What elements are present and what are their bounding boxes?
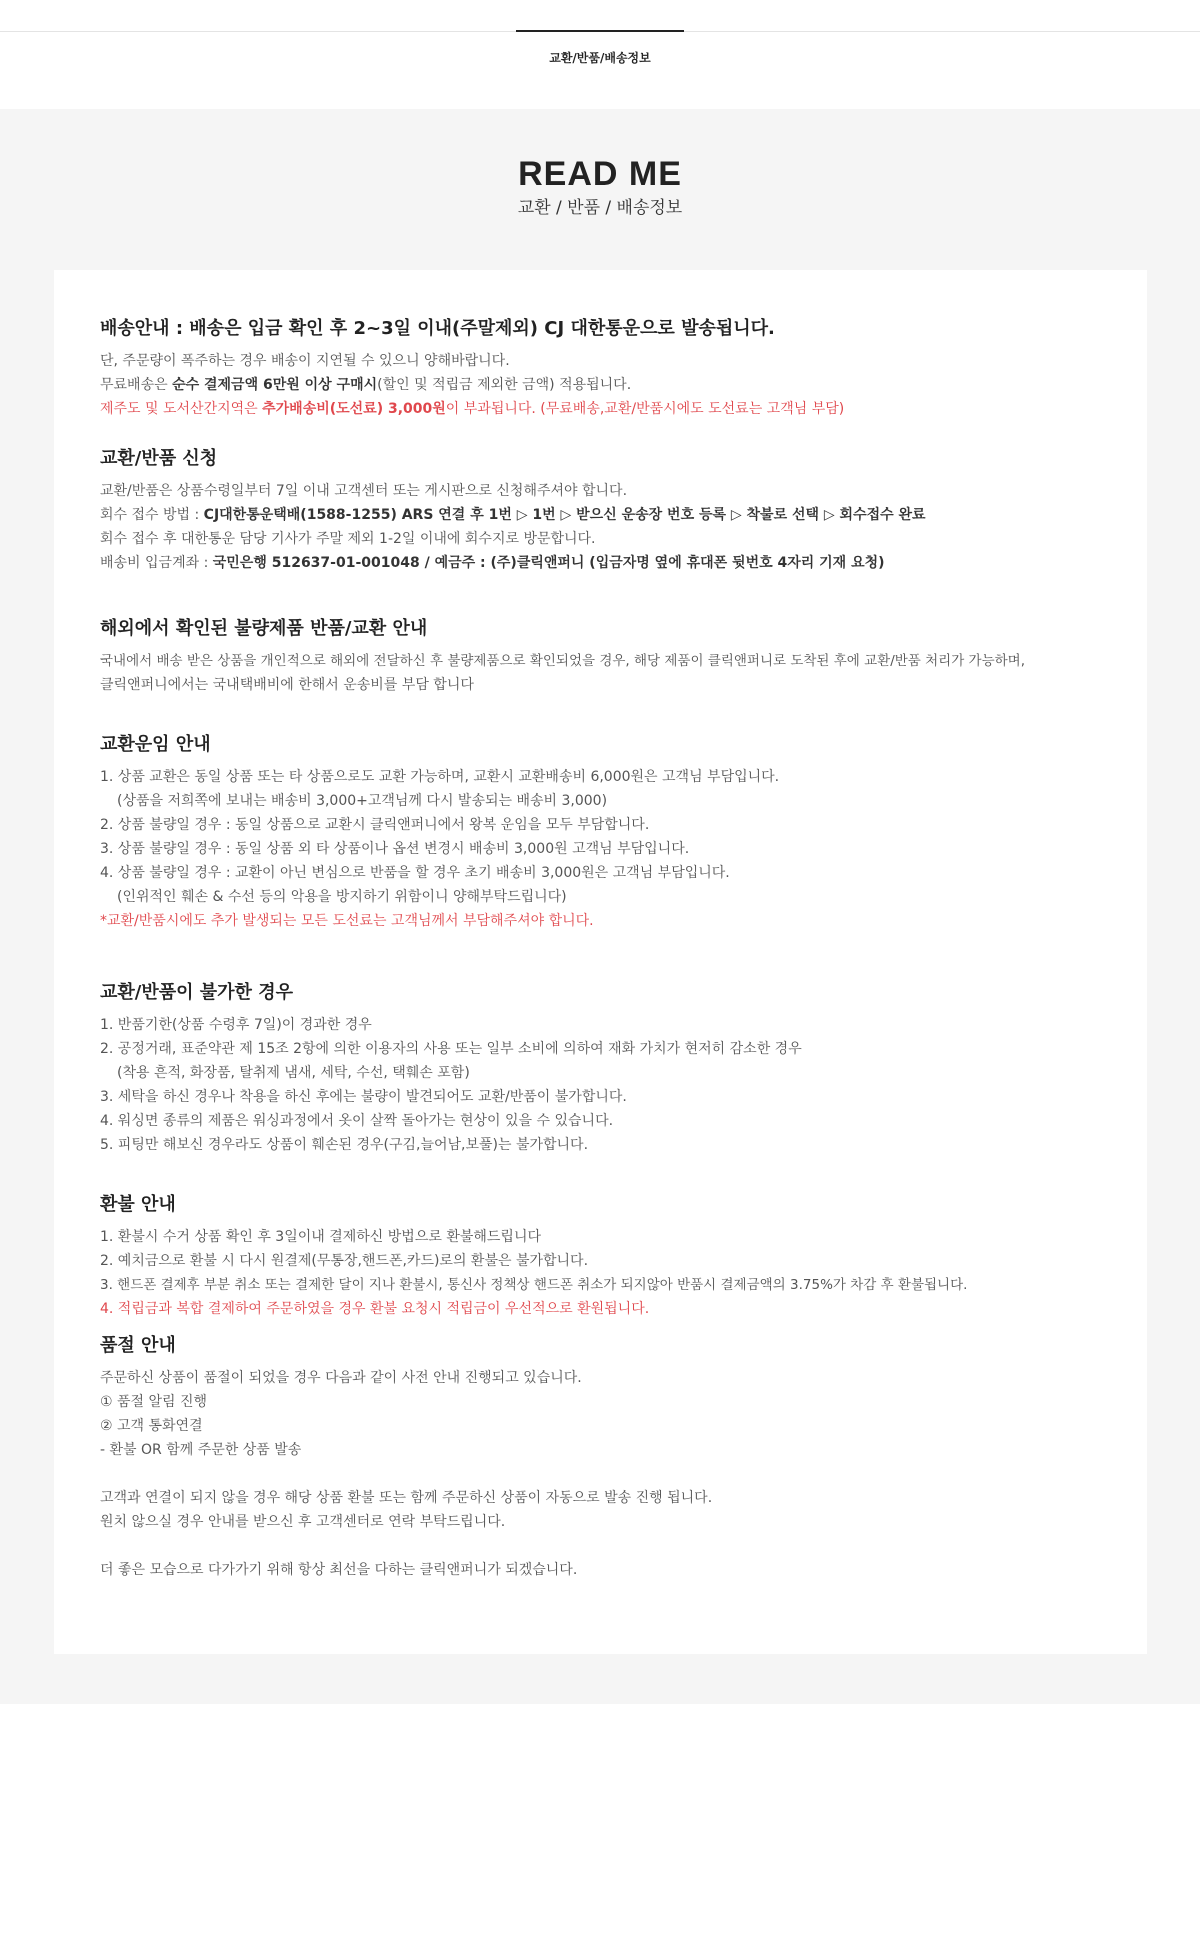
fee-line-1: 1. 상품 교환은 동일 상품 또는 타 상품으로도 교환 가능하며, 교환시 교환배송비 6,000원은 고객님 부담입니다.: [100, 769, 780, 785]
hero: [0, 109, 1200, 220]
fee-line-6: (인위적인 훼손 & 수선 등의 악용을 방지하기 위함이니 양해부탁드립니다): [117, 889, 567, 905]
shipping-line-2-b: 순수 결제금액 6만원 이상 구매시: [172, 377, 378, 393]
apply-title: 교환/반품 신청: [100, 448, 218, 469]
shipping-line-3-c: 이 부과됩니다. (무료배송,교환/반품시에도 도선료는 고객님 부담): [445, 401, 845, 417]
soldout-spacer-1: [100, 1462, 1101, 1486]
shipping-title: [100, 316, 1101, 342]
soldout-spacer-2: [100, 1534, 1101, 1558]
soldout-line-2: ① 품절 알림 진행: [100, 1394, 208, 1410]
soldout-line-7: 원치 않으실 경우 안내를 받으신 후 고객센터로 연락 부탁드립니다.: [100, 1514, 506, 1530]
apply-line-2-b: CJ대한통운택배(1588-1255) ARS 연결 후 1번 ▷ 1번 ▷ 받으신 운송장 번호 등록 ▷ 착불로 선택 ▷ 회수접수 완료: [203, 507, 926, 523]
impossible-line-6: 5. 피팅만 해보신 경우라도 상품이 훼손된 경우(구김,늘어남,보풀)는 불가합니다.: [100, 1137, 589, 1153]
soldout-line-6: 고객과 연결이 되지 않을 경우 해당 상품 환불 또는 함께 주문하신 상품이 자동으로 발송 진행 됩니다.: [100, 1490, 713, 1506]
fee-line-4: 3. 상품 불량일 경우 : 동일 상품 외 타 상품이나 옵션 변경시 배송비 3,000원 고객님 부담입니다.: [100, 841, 690, 857]
soldout-line-3: ② 고객 통화연결: [100, 1418, 203, 1434]
shipping-line-1: 단, 주문량이 폭주하는 경우 배송이 지연될 수 있으니 양해바랍니다.: [100, 353, 510, 369]
impossible-line-4: 3. 세탁을 하신 경우나 착용을 하신 후에는 불량이 발견되어도 교환/반품이 불가합니다.: [100, 1089, 627, 1105]
overseas-section: [100, 616, 1101, 732]
shipping-line-2: [100, 373, 1101, 397]
tab-bar: [0, 31, 1200, 109]
soldout-section: [100, 1333, 1101, 1582]
refund-line-1: 1. 환불시 수거 상품 확인 후 3일이내 결제하신 방법으로 환불해드립니다: [100, 1229, 541, 1245]
refund-section: [100, 1192, 1101, 1333]
apply-line-2: [100, 503, 1101, 527]
shipping-line-2-c: (할인 및 적립금 제외한 금액) 적용됩니다.: [377, 377, 632, 393]
page-subtitle: 교환 / 반품 / 배송정보: [517, 198, 683, 218]
refund-note: 4. 적립금과 복합 결제하여 주문하였을 경우 환불 요청시 적립금이 우선적으로 환원됩니다.: [100, 1301, 650, 1317]
apply-section: [100, 446, 1101, 616]
fee-line-2: (상품을 저희쪽에 보내는 배송비 3,000+고객님께 다시 발송되는 배송비 3,000): [117, 793, 608, 809]
shipping-line-3-a: 제주도 및 도서산간지역은: [100, 401, 263, 417]
soldout-line-4: - 환불 OR 함께 주문한 상품 발송: [100, 1442, 302, 1458]
apply-line-2-a: 회수 접수 방법 :: [100, 507, 204, 523]
apply-line-4: [100, 551, 1101, 575]
shipping-line-3-b: 추가배송비(도선료) 3,000원: [262, 401, 446, 417]
apply-line-1: 교환/반품은 상품수령일부터 7일 이내 고객센터 또는 게시판으로 신청해주셔야 합니다.: [100, 483, 628, 499]
active-tab-indicator: [516, 30, 684, 32]
shipping-section: [100, 316, 1101, 446]
fee-title: 교환운임 안내: [100, 734, 211, 755]
overseas-title: 해외에서 확인된 불량제품 반품/교환 안내: [100, 618, 428, 639]
soldout-line-1: 주문하신 상품이 품절이 되었을 경우 다음과 같이 사전 안내 진행되고 있습니다.: [100, 1370, 582, 1386]
soldout-line-9: 더 좋은 모습으로 다가가기 위해 항상 최선을 다하는 클릭앤퍼니가 되겠습니다.: [100, 1562, 578, 1578]
impossible-section: [100, 980, 1101, 1192]
content-area: [0, 109, 1200, 1704]
impossible-line-3: (착용 흔적, 화장품, 탈취제 냄새, 세탁, 수선, 택훼손 포함): [117, 1065, 470, 1081]
refund-line-2: 2. 예치금으로 환불 시 다시 원결제(무통장,핸드폰,카드)로의 환불은 불가합니다.: [100, 1253, 589, 1269]
page-title: READ ME: [518, 155, 682, 193]
overseas-line-2: 클릭앤퍼니에서는 국내택배비에 한해서 운송비를 부담 합니다: [100, 677, 474, 693]
fee-line-5: 4. 상품 불량일 경우 : 교환이 아닌 변심으로 반품을 할 경우 초기 배송비 3,000원은 고객님 부담입니다.: [100, 865, 730, 881]
impossible-line-5: 4. 워싱면 종류의 제품은 워싱과정에서 옷이 살짝 돌아가는 현상이 있을 수 있습니다.: [100, 1113, 614, 1129]
impossible-title: 교환/반품이 불가한 경우: [100, 982, 293, 1003]
info-card: [54, 270, 1147, 1654]
tab-exchange-return-shipping[interactable]: 교환/반품/배송정보: [549, 51, 651, 65]
refund-line-3: 3. 핸드폰 결제후 부분 취소 또는 결제한 달이 지나 환불시, 통신사 정책상 핸드폰 취소가 되지않아 반품시 결제금액의 3.75%가 차감 후 환불됩니다.: [100, 1277, 968, 1293]
apply-line-3: 회수 접수 후 대한통운 담당 기사가 주말 제외 1-2일 이내에 회수지로 방문합니다.: [100, 531, 596, 547]
apply-line-4-b: 국민은행 512637-01-001048 / 예금주 : (주)클릭앤퍼니 (입금자명 옆에 휴대폰 뒷번호 4자리 기재 요청): [212, 555, 885, 571]
fee-section: [100, 732, 1101, 980]
shipping-line-3: [100, 397, 1101, 421]
overseas-line-1: 국내에서 배송 받은 상품을 개인적으로 해외에 전달하신 후 불량제품으로 확인되었을 경우, 해당 제품이 클릭앤퍼니로 도착된 후에 교환/반품 처리가 가능하며,: [100, 653, 1025, 669]
apply-line-4-a: 배송비 입금계좌 :: [100, 555, 213, 571]
impossible-line-1: 1. 반품기한(상품 수령후 7일)이 경과한 경우: [100, 1017, 372, 1033]
shipping-line-2-a: 무료배송은: [100, 377, 173, 393]
impossible-line-2: 2. 공정거래, 표준약관 제 15조 2항에 의한 이용자의 사용 또는 일부 소비에 의하여 재화 가치가 현저히 감소한 경우: [100, 1041, 802, 1057]
shipping-title-text: : 배송은 입금 확인 후 2~3일 이내(주말제외) CJ 대한통운으로 발송됩니다.: [169, 318, 775, 339]
refund-title: 환불 안내: [100, 1194, 176, 1215]
fee-note: *교환/반품시에도 추가 발생되는 모든 도선료는 고객님께서 부담해주셔야 합니다.: [100, 913, 594, 929]
fee-line-3: 2. 상품 불량일 경우 : 동일 상품으로 교환시 클릭앤퍼니에서 왕복 운임을 모두 부담합니다.: [100, 817, 650, 833]
shipping-title-label: 배송안내: [100, 318, 170, 339]
soldout-title: 품절 안내: [100, 1335, 176, 1356]
